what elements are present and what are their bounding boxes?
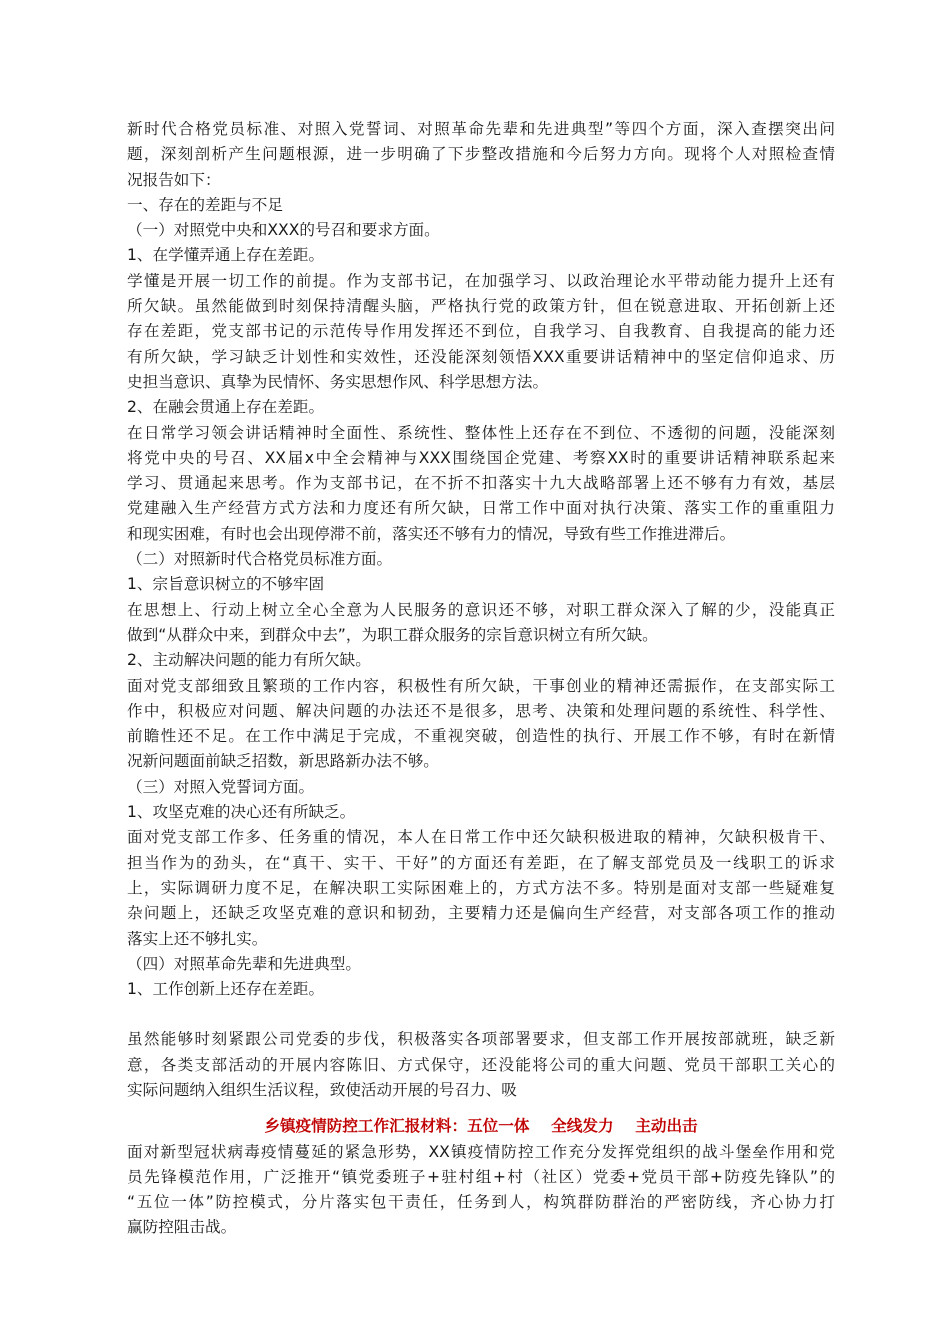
text-line: 2、在融会贯通上存在差距。	[127, 398, 325, 417]
text-line: 所欠缺。虽然能做到时刻保持清醒头脑，严格执行党的政策方针，但在锐意进取、开拓创新上还	[127, 297, 835, 316]
text-line: 上，实际调研力度不足，在解决职工实际困难上的，方式方法不多。特别是面对支部一些疑难复	[127, 878, 835, 897]
text-line: 新时代合格党员标准、对照入党誓词、对照革命先辈和先进典型”等四个方面，深入查摆突出问	[127, 120, 835, 138]
document-body	[127, 117, 835, 1241]
article-body	[127, 1140, 835, 1241]
text-line: 落实上还不够扎实。	[127, 929, 268, 948]
text-line: 1、攻坚克难的决心还有所缺乏。	[127, 803, 356, 822]
text-line: 学懂是开展一切工作的前提。作为支部书记，在加强学习、以政治理论水平带动能力提升上还有	[127, 271, 835, 290]
text-line: 1、宗旨意识树立的不够牢固	[127, 575, 325, 594]
text-line: 作中，积极应对问题、解决问题的办法还不是很多，思考、决策和处理问题的系统性、科学性、	[127, 701, 835, 720]
text-line: 担当作为的劲头，在“真干、实干、干好”的方面还有差距，在了解支部党员及一线职工的诉求	[127, 853, 835, 872]
text-line: （四）对照革命先辈和先进典型。	[127, 954, 361, 973]
text-line: 学习、贯通起来思考。作为支部书记，在不折不扣落实十九大战略部署上还不够有力有效，基层	[127, 474, 835, 493]
report-continuation	[127, 1027, 835, 1103]
text-line: （三）对照入党誓词方面。	[127, 777, 315, 796]
text-line: 和现实困难，有时也会出现停滞不前，落实还不够有力的情况，导致有些工作推进滞后。	[127, 524, 736, 543]
article-title: 乡镇疫情防控工作汇报材料：五位一体 全线发力 主动出击	[264, 1117, 698, 1136]
text-line: 赢防控阻击战。	[127, 1218, 237, 1237]
text-line: 党建融入生产经营方式方法和力度还有所欠缺，日常工作中面对执行决策、落实工作的重重阻力	[127, 499, 835, 518]
text-line: 题，深刻剖析产生问题根源，进一步明确了下步整改措施和今后努力方向。现将个人对照检查情	[127, 145, 835, 164]
text-line: 在日常学习领会讲话精神时全面性、系统性、整体性上还存在不到位、不透彻的问题，没能深刻	[127, 423, 835, 442]
text-line: 杂问题上，还缺乏攻坚克难的意识和韧劲，主要精力还是偏向生产经营，对支部各项工作的推动	[127, 904, 835, 923]
text-line: 存在差距，党支部书记的示范传导作用发挥还不到位，自我学习、自我教育、自我提高的能力还	[127, 322, 835, 341]
text-line: 况报告如下：	[127, 170, 221, 189]
text-line: （二）对照新时代合格党员标准方面。	[127, 550, 393, 569]
text-line: 况新问题面前缺乏招数，新思路新办法不够。	[127, 752, 439, 771]
text-line: 员先锋模范作用，广泛推开“镇党委班子+驻村组+村（社区）党委+党员干部+防疫先锋队”的	[127, 1167, 835, 1186]
paragraph-gap	[127, 1002, 835, 1027]
text-line: 面对新型冠状病毒疫情蔓延的紧急形势，XX镇疫情防控工作充分发挥党组织的战斗堡垒作用和党	[127, 1142, 835, 1161]
text-line: 面对党支部工作多、任务重的情况，本人在日常工作中还欠缺积极进取的精神，欠缺积极肯干、	[127, 828, 835, 847]
report-section	[127, 117, 835, 1002]
text-line: “五位一体”防控模式，分片落实包干责任，任务到人，构筑群防群治的严密防线，齐心协力打	[127, 1193, 835, 1212]
text-line: 1、在学懂弄通上存在差距。	[127, 246, 325, 265]
text-line: 2、主动解决问题的能力有所欠缺。	[127, 651, 371, 670]
text-line: 意，各类支部活动的开展内容陈旧、方式保守，还没能将公司的重大问题、党员干部职工关心的	[127, 1055, 835, 1074]
text-line: 虽然能够时刻紧跟公司党委的步伐，积极落实各项部署要求，但支部工作开展按部就班，缺乏新	[127, 1030, 835, 1049]
text-line: 史担当意识、真挚为民情怀、务实思想作风、科学思想方法。	[127, 372, 549, 391]
text-line: 实际问题纳入组织生活议程，致使活动开展的号召力、吸	[127, 1080, 517, 1099]
text-line: 1、工作创新上还存在差距。	[127, 980, 325, 999]
text-line: 将党中央的号召、XX届x中全会精神与XXX围绕国企党建、考察XX时的重要讲话精神联系起来	[127, 448, 835, 467]
text-line: 一、存在的差距与不足	[127, 195, 283, 214]
text-line: 面对党支部细致且繁琐的工作内容，积极性有所欠缺，干事创业的精神还需振作，在支部实际工	[127, 676, 835, 695]
text-line: 做到“从群众中来，到群众中去”，为职工群众服务的宗旨意识树立有所欠缺。	[127, 625, 658, 644]
text-line: 在思想上、行动上树立全心全意为人民服务的意识还不够，对职工群众深入了解的少，没能真正	[127, 600, 835, 619]
text-line: 有所欠缺，学习缺乏计划性和实效性，还没能深刻领悟XXX重要讲话精神中的坚定信仰追求、历	[127, 347, 835, 366]
text-line: （一）对照党中央和XXX的号召和要求方面。	[127, 221, 440, 240]
text-line: 前瞻性还不足。在工作中满足于完成，不重视突破，创造性的执行、开展工作不够，有时在新情	[127, 727, 835, 746]
